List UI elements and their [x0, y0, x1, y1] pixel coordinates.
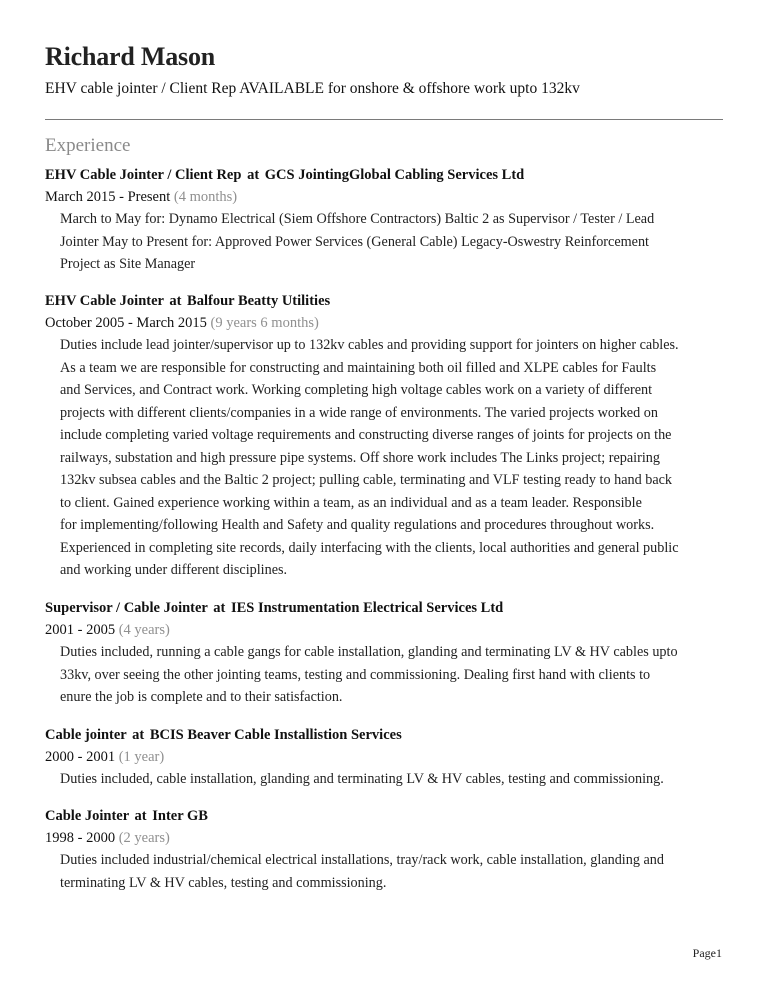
job-dates: [45, 312, 725, 334]
job-date-sep: -: [77, 749, 83, 765]
job-description: Duties included, running a cable gangs for cable installation, glanding and terminating LV & HV cables upto 33kv, over seeing the other jointing teams, testing and commissioning. Dealing first hand with clients to enure the job is complete and to their satisfaction.: [60, 644, 678, 705]
job-dates: [45, 827, 725, 849]
job-dates: [45, 186, 725, 208]
job-title: Supervisor / Cable Jointer: [45, 600, 208, 616]
job-title-line: [45, 805, 725, 827]
job-description: Duties included industrial/chemical electrical installations, tray/rack work, cable installation, glanding and terminating LV & HV cables, testing and commissioning.: [60, 852, 664, 891]
job-title-line: [45, 290, 725, 312]
job-company: Balfour Beatty Utilities: [187, 293, 331, 309]
job-end: 2001: [86, 749, 116, 765]
job-start: October 2005: [45, 315, 125, 331]
job-duration: (4 months): [173, 189, 238, 205]
job-duration: (1 year): [118, 749, 165, 765]
job-description: Duties included, cable installation, glanding and terminating LV & HV cables, testing and commissioning.: [60, 771, 664, 787]
job-date-sep: -: [119, 189, 124, 205]
job-title-line: [45, 597, 725, 619]
job-entry: [45, 290, 725, 582]
job-title: Cable jointer: [45, 727, 127, 743]
job-at: at: [132, 727, 145, 743]
job-end: March 2015: [136, 315, 207, 331]
job-entry: [45, 805, 725, 894]
job-at: at: [247, 167, 260, 183]
job-title-line: [45, 724, 725, 746]
header-divider: [45, 119, 723, 120]
candidate-name: Richard Mason: [45, 42, 216, 71]
job-at: at: [134, 808, 147, 824]
job-end: Present: [127, 189, 171, 205]
job-end: 2000: [86, 830, 116, 846]
job-date-sep: -: [77, 622, 83, 638]
job-entry: [45, 724, 725, 791]
job-duration: (4 years): [118, 622, 170, 638]
job-title: EHV Cable Jointer: [45, 293, 164, 309]
job-end: 2005: [86, 622, 116, 638]
job-title-line: [45, 164, 725, 186]
job-duration: (9 years 6 months): [210, 315, 319, 331]
job-company: BCIS Beaver Cable Installistion Services: [149, 727, 402, 743]
job-company: GCS JointingGlobal Cabling Services Ltd: [264, 167, 525, 183]
candidate-headline: EHV cable jointer / Client Rep AVAILABLE for onshore & offshore work upto 132kv: [45, 80, 580, 97]
job-start: 2001: [45, 622, 74, 638]
page-number: Page1: [692, 946, 722, 960]
job-entry: [45, 597, 725, 709]
job-start: March 2015: [45, 189, 116, 205]
job-title: EHV Cable Jointer / Client Rep: [45, 167, 242, 183]
job-dates: [45, 746, 725, 768]
job-start: 2000: [45, 749, 74, 765]
job-at: at: [169, 293, 182, 309]
job-title: Cable Jointer: [45, 808, 129, 824]
job-start: 1998: [45, 830, 74, 846]
job-date-sep: -: [77, 830, 83, 846]
job-description: March to May for: Dynamo Electrical (Siem Offshore Contractors) Baltic 2 as Supervisor / Tester / Lead Jointer May to Present for: Approved Power Services (General Cable) Legacy-Oswestry Reinforcement Project as Site Manager: [60, 211, 655, 272]
section-title-experience: Experience: [45, 135, 131, 156]
job-date-sep: -: [127, 315, 133, 331]
job-duration: (2 years): [118, 830, 170, 846]
job-at: at: [213, 600, 226, 616]
job-company: IES Instrumentation Electrical Services Ltd: [230, 600, 504, 616]
job-company: Inter GB: [152, 808, 208, 824]
job-description: Duties include lead jointer/supervisor up to 132kv cables and providing support for jointers on higher cables. As a team we are responsible for constructing and maintaining both oil filled and XLPE cables for Faults and Services, and Contract work. Working completing high voltage cables work on a variety of different projects with different clients/companies in a wide range of environments. The varied projects worked on include completing varied voltage requirements and constructing diverse ranges of joints for projects on the railways, substation and high pressure pipe systems. Off shore work includes The Links project; repairing 132kv subsea cables and the Baltic 2 project; pulling cable, terminating and VLF testing ready to hand back to client. Gained experience working within a team, as an individual and as a team leader. Responsible for implementing/following Health and Safety and quality regulations and procedures throughout works. Experienced in completing site records, daily interfacing with the clients, local authorities and general public and working under different disciplines.: [60, 337, 679, 578]
job-entry: [45, 164, 725, 276]
job-dates: [45, 619, 725, 641]
